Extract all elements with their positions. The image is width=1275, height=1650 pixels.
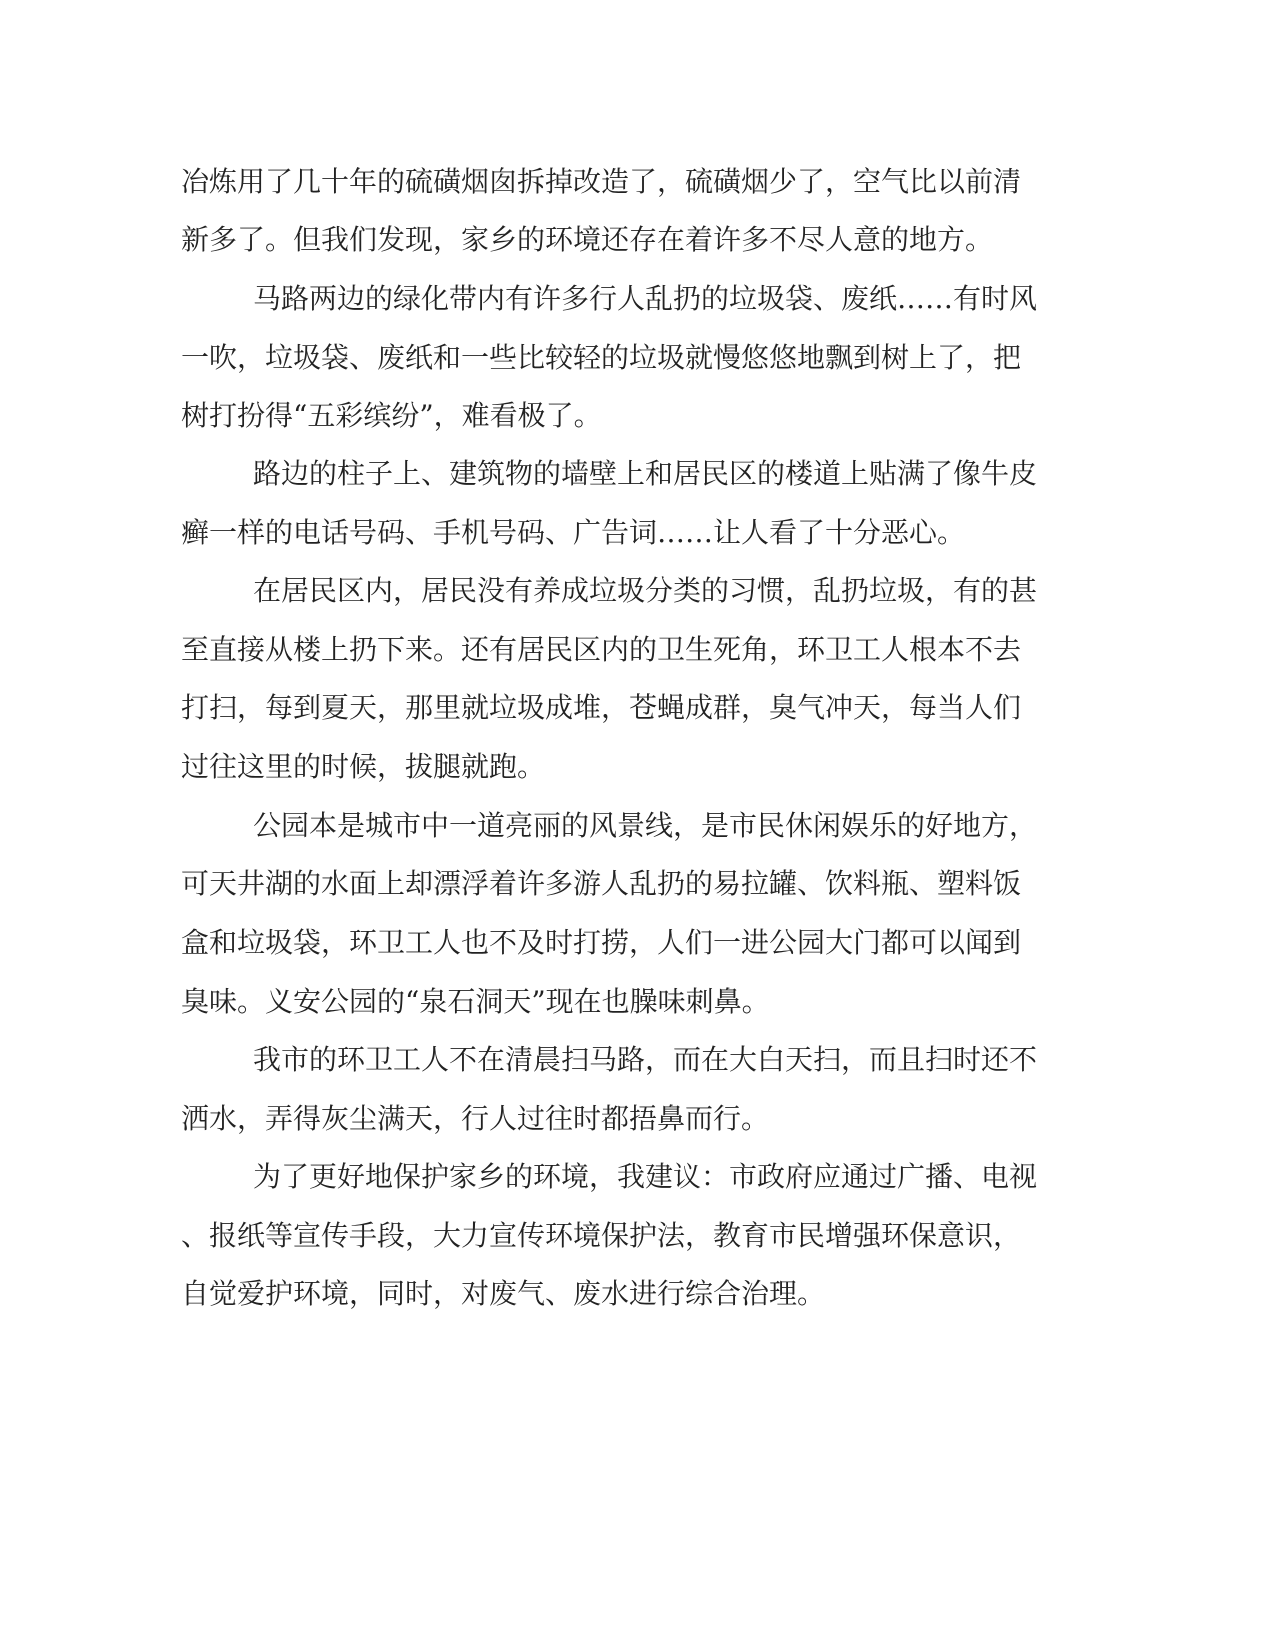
line-text: 过往这里的时候，拔腿就跑。 <box>181 750 546 783</box>
text-line <box>0 864 1275 904</box>
text-line <box>0 1040 1275 1080</box>
text-line <box>0 571 1275 611</box>
line-text: 自觉爱护环境，同时，对废气、废水进行综合治理。 <box>181 1277 826 1310</box>
text-line <box>0 162 1275 202</box>
line-text: 臭味。义安公园的“泉石洞天”现在也臊味刺鼻。 <box>181 985 770 1018</box>
line-text: 至直接从楼上扔下来。还有居民区内的卫生死角，环卫工人根本不去 <box>181 633 1022 666</box>
line-text: 新多了。但我们发现，家乡的环境还存在着许多不尽人意的地方。 <box>181 223 994 256</box>
text-line <box>0 1099 1275 1139</box>
text-line <box>0 1216 1275 1256</box>
line-text: 在居民区内，居民没有养成垃圾分类的习惯，乱扔垃圾，有的甚 <box>253 574 1038 607</box>
line-text: 癣一样的电话号码、手机号码、广告词……让人看了十分恶心。 <box>181 516 966 549</box>
line-text: 、报纸等宣传手段，大力宣传环境保护法，教育市民增强环保意识， <box>181 1219 1022 1252</box>
text-line <box>0 220 1275 260</box>
text-line <box>0 630 1275 670</box>
text-line <box>0 338 1275 378</box>
line-text: 打扫，每到夏天，那里就垃圾成堆，苍蝇成群，臭气冲天，每当人们 <box>181 691 1022 724</box>
line-text: 盒和垃圾袋，环卫工人也不及时打捞，人们一进公园大门都可以闻到 <box>181 926 1022 959</box>
line-text: 我市的环卫工人不在清晨扫马路，而在大白天扫，而且扫时还不 <box>253 1043 1038 1076</box>
line-text: 为了更好地保护家乡的环境，我建议：市政府应通过广播、电视 <box>253 1160 1038 1193</box>
text-line <box>0 454 1275 494</box>
text-line <box>0 747 1275 787</box>
text-line <box>0 923 1275 963</box>
text-line <box>0 1274 1275 1314</box>
line-text: 可天井湖的水面上却漂浮着许多游人乱扔的易拉罐、饮料瓶、塑料饭 <box>181 867 1022 900</box>
text-line <box>0 279 1275 319</box>
text-line <box>0 396 1275 436</box>
text-line <box>0 688 1275 728</box>
line-text: 马路两边的绿化带内有许多行人乱扔的垃圾袋、废纸……有时风 <box>253 282 1038 315</box>
text-line <box>0 1157 1275 1197</box>
text-line <box>0 513 1275 553</box>
line-text: 树打扮得“五彩缤纷”，难看极了。 <box>181 399 602 432</box>
text-line <box>0 982 1275 1022</box>
line-text: 路边的柱子上、建筑物的墙壁上和居民区的楼道上贴满了像牛皮 <box>253 457 1038 490</box>
text-line <box>0 806 1275 846</box>
line-text: 冶炼用了几十年的硫磺烟囱拆掉改造了，硫磺烟少了，空气比以前清 <box>181 165 1022 198</box>
line-text: 洒水，弄得灰尘满天，行人过往时都捂鼻而行。 <box>181 1102 770 1135</box>
line-text: 一吹，垃圾袋、废纸和一些比较轻的垃圾就慢悠悠地飘到树上了，把 <box>181 341 1022 374</box>
line-text: 公园本是城市中一道亮丽的风景线，是市民休闲娱乐的好地方， <box>253 809 1038 842</box>
